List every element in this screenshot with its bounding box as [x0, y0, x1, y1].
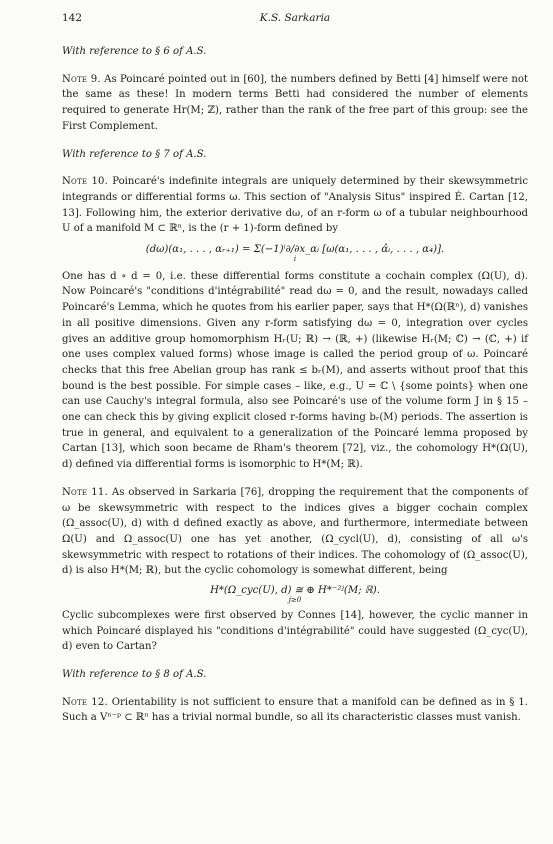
display-formula: H*(Ω_cyc(U), d) ≅ ⊕ H*⁻²ʲ(M; ℝ). j≥0 — [62, 583, 528, 604]
note-10 — [62, 174, 528, 473]
running-head-author: K.S. Sarkaria — [259, 12, 331, 24]
note-label: Note 11. — [62, 486, 108, 498]
note-label: Note 9. — [62, 73, 101, 85]
running-header — [62, 12, 528, 28]
note-12 — [62, 695, 528, 726]
note-label: Note 10. — [62, 176, 109, 188]
note-paragraph: One has d ∘ d = 0, i.e. these differential forms constitute a cochain complex (Ω(U), d). Now Poincaré's "conditions d'intégrabilité" read dω = 0, and the result, nowadays called Poincaré's Lemma, which he quotes from his earlier paper, says that H*(Ω(ℝⁿ), d) vanishes in all positive dimensions. Given any r-form satisfying dω = 0, integration over cycles gives an additive group homomorphism Hᵣ(U; ℝ) → (ℝ, +) (likewise Hᵣ(M; ℂ) → (ℂ, +) if one uses complex valued forms) whose image is called the period group of ω. Poincaré checks that this free Abelian group has rank ≤ bᵣ(M), and asserts without proof that this bound is the best possible. For simple cases – like, e.g., U = ℂ \ {some points} when one can use Cauchy's integral formula, also see Poincaré's use of the volume form J in § 15 – one can check this by giving explicit closed r-forms having bᵣ(M) periods. The assertion is true in general, and equivalent to a generalization of the Poincaré lemma proposed by Cartan [13], which soon became de Rham's theorem [72], viz., the cohomology H*(Ω(U), d) defined via differential forms is isomorphic to H*(M; ℝ). — [62, 270, 528, 471]
note-paragraph: Note 11. As observed in Sarkaria [76], dropping the requirement that the components of ω be skewsymmetric with respect to the indices gives a bigger cochain complex (Ω_assoc(U), d) with d defined exactly as above, and furthermore, intermediate between Ω(U) and Ω_assoc(U) one has yet another, (Ω_cycl(U), d), consisting of all ω's skewsymmetric with respect to rotations of their indices. The cohomology of (Ω_assoc(U), d) is also H*(M; ℝ), but the cyclic cohomology is somewhat different, being — [62, 486, 528, 577]
page-body — [62, 42, 528, 738]
note-paragraph: Note 12. Orientability is not sufficient to ensure that a manifold can be defined as in § 1. Such a Vⁿ⁻ᵖ ⊂ ℝⁿ has a trivial normal bundle, so all its characteristic classes must vanish. — [62, 696, 528, 724]
note-9 — [62, 72, 528, 135]
formula-index: i — [293, 254, 297, 263]
formula-index: j≥0 — [288, 595, 302, 604]
section-reference: With reference to § 7 of A.S. — [62, 148, 207, 160]
display-formula: (dω)(α₁, . . . , αᵣ₊₁) = Σ(−1)ⁱ∂/∂x_αᵢ [ω(α₁, . . . , α̂ᵢ, . . . , α₄)]. i — [62, 242, 528, 263]
note-paragraph: Cyclic subcomplexes were first observed by Connes [14], however, the cyclic manner in which Poincaré displayed his "conditions d'intégrabilité" could have suggested (Ω_cyc(U), d) even to Cartan? — [62, 609, 528, 653]
note-11 — [62, 485, 528, 655]
section-reference: With reference to § 6 of A.S. — [62, 46, 207, 57]
section-reference: With reference to § 8 of A.S. — [62, 668, 207, 680]
page-number: 142 — [62, 12, 83, 24]
note-paragraph: Note 10. Poincaré's indefinite integrals are uniquely determined by their skewsymmetric integrands or differential forms ω. This section of "Analysis Situs" inspired É. Cartan [12, 13]. Following him, the exterior derivative dω, of an r-form ω of a tubular neighbourhood U of a manifold M ⊂ ℝⁿ, is the (r + 1)-form defined by — [62, 176, 528, 235]
note-paragraph: Note 9. As Poincaré pointed out in [60], the numbers defined by Betti [4] himself were not the same as these! In modern terms Betti had considered the number of elements required to generate Hr(M; ℤ), rather than the rank of the free part of this group: see the First Complement. — [62, 73, 528, 132]
note-label: Note 12. — [62, 696, 108, 708]
